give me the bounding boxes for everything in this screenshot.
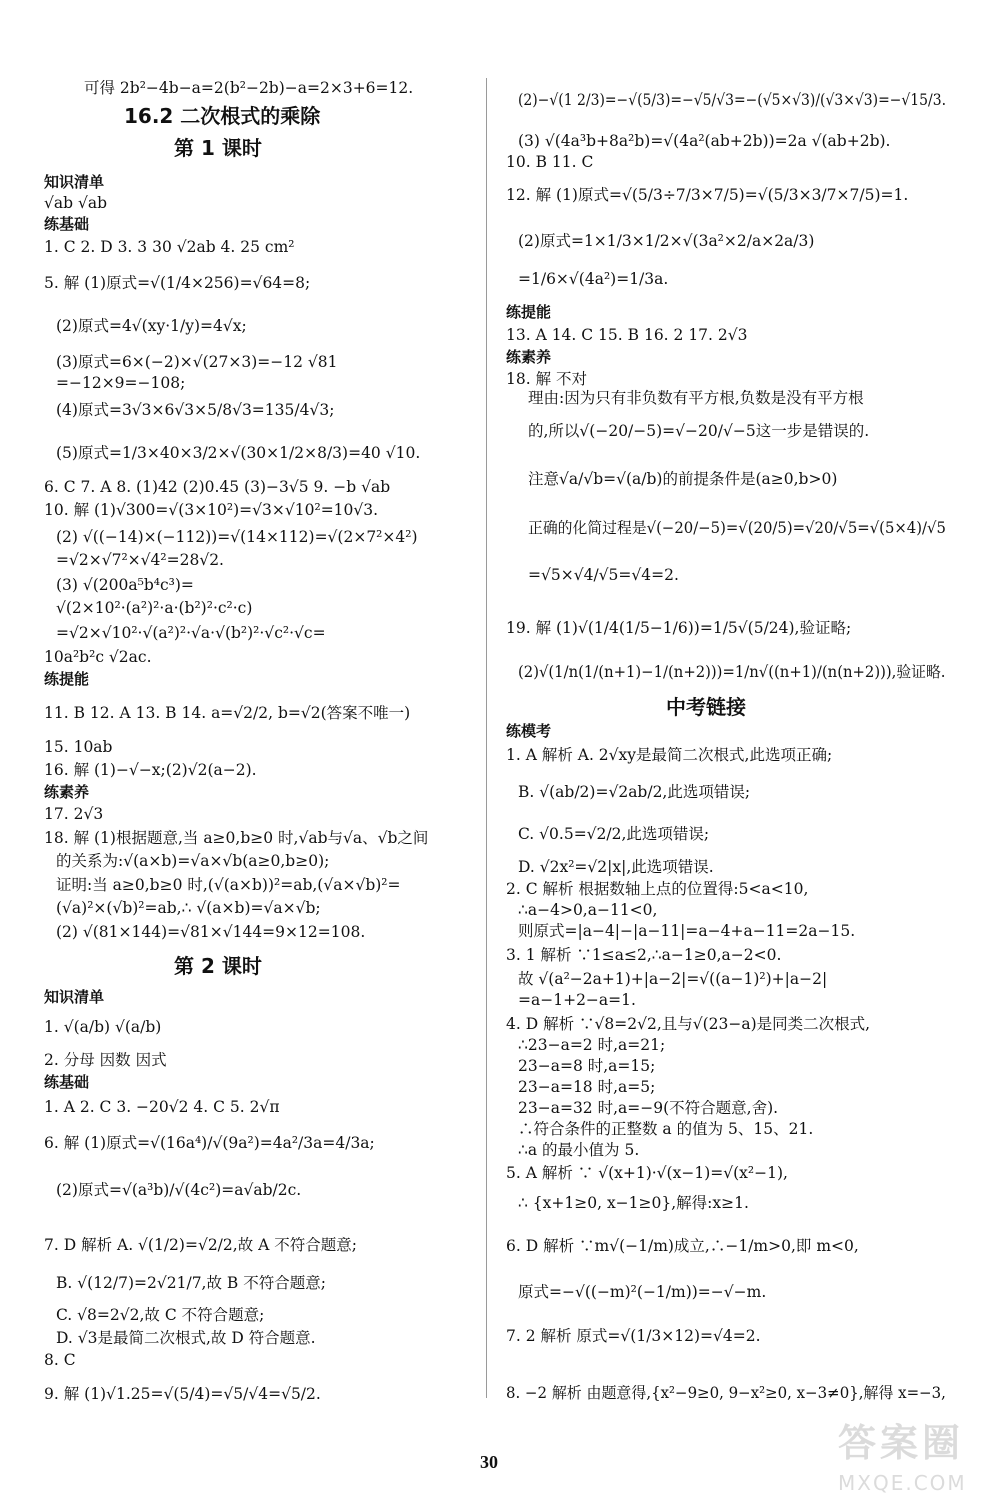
answer-line: 原式=−√((−m)²(−1/m))=−√−m. bbox=[518, 1283, 767, 1301]
section-heading: 练提能 bbox=[506, 303, 552, 321]
section-heading: 练素养 bbox=[44, 783, 90, 801]
watermark-logo bbox=[838, 1412, 988, 1502]
answer-line: (√a)²×(√b)²=ab,∴ √(a×b)=√a×√b; bbox=[56, 899, 321, 917]
answer-line: (2)√(1/n(1/(n+1)−1/(n+2)))=1/n√((n+1)/(n(n+2))),验证略. bbox=[518, 663, 946, 681]
watermark-bottom-text: MXQE.COM bbox=[838, 1471, 967, 1495]
watermark-top-text: 答案圈 bbox=[838, 1421, 965, 1465]
answer-line: 1. A 2. C 3. −20√2 4. C 5. 2√π bbox=[44, 1098, 280, 1116]
answer-line: 6. 解 (1)原式=√(16a⁴)/√(9a²)=4a²/3a=4/3a; bbox=[44, 1134, 375, 1152]
answer-line: (2) √(81×144)=√81×√144=9×12=108. bbox=[56, 923, 366, 941]
answer-line: 12. 解 (1)原式=√(5/3÷7/3×7/5)=√(5/3×3/7×7/5)=1. bbox=[506, 186, 909, 204]
answer-line: 3. 1 解析 ∵1≤a≤2,∴a−1≥0,a−2<0. bbox=[506, 946, 782, 964]
answer-line: 则原式=|a−4|−|a−11|=a−4+a−11=2a−15. bbox=[518, 922, 856, 940]
answer-line: =√5×√4/√5=√4=2. bbox=[528, 566, 679, 584]
answer-line: =1/6×√(4a²)=1/3a. bbox=[518, 270, 669, 288]
answer-line: 17. 2√3 bbox=[44, 805, 104, 823]
answer-line: 可得 2b²−4b−a=2(b²−2b)−a=2×3+6=12. bbox=[84, 79, 414, 97]
section-title: 第 2 课时 bbox=[174, 954, 262, 978]
answer-line: ∴23−a=2 时,a=21; bbox=[518, 1036, 666, 1054]
answer-line: (2) √((−14)×(−112))=√(14×112)=√(2×7²×4²) bbox=[56, 528, 418, 546]
answer-line: ∴符合条件的正整数 a 的值为 5、15、21. bbox=[518, 1120, 814, 1138]
answer-line: 18. 解 (1)根据题意,当 a≥0,b≥0 时,√ab与√a、√b之间 bbox=[44, 829, 429, 847]
answer-line: 13. A 14. C 15. B 16. 2 17. 2√3 bbox=[506, 326, 748, 344]
answer-line: (3) √(4a³b+8a²b)=√(4a²(ab+2b))=2a √(ab+2b). bbox=[518, 132, 891, 150]
section-title: 16.2 二次根式的乘除 bbox=[124, 104, 321, 128]
page-number: 30 bbox=[480, 1452, 498, 1472]
answer-line: 7. D 解析 A. √(1/2)=√2/2,故 A 不符合题意; bbox=[44, 1236, 357, 1254]
answer-line: 10a²b²c √2ac. bbox=[44, 648, 152, 666]
answer-line: 理由:因为只有非负数有平方根,负数是没有平方根 bbox=[528, 389, 864, 407]
answer-line: 8. C bbox=[44, 1351, 76, 1369]
answer-line: 8. −2 解析 由题意得,{x²−9≥0, 9−x²≥0, x−3≠0},解得 x=−3, bbox=[506, 1384, 946, 1402]
answer-line: 的,所以√(−20/−5)=√−20/√−5这一步是错误的. bbox=[528, 422, 870, 440]
section-title: 第 1 课时 bbox=[174, 136, 262, 160]
answer-line: B. √(ab/2)=√2ab/2,此选项错误; bbox=[518, 783, 751, 801]
answer-line: 2. C 解析 根据数轴上点的位置得:5<a<10, bbox=[506, 880, 809, 898]
answer-line: (4)原式=3√3×6√3×5/8√3=135/4√3; bbox=[56, 401, 335, 419]
answer-line: 6. D 解析 ∵m√(−1/m)成立,∴−1/m>0,即 m<0, bbox=[506, 1237, 859, 1255]
answer-line: (2)原式=√(a³b)/√(4c²)=a√ab/2c. bbox=[56, 1181, 302, 1199]
answer-line: C. √8=2√2,故 C 不符合题意; bbox=[56, 1306, 265, 1324]
answer-line: √ab √ab bbox=[44, 194, 108, 212]
answer-line: 23−a=8 时,a=15; bbox=[518, 1057, 656, 1075]
answer-line: 10. 解 (1)√300=√(3×10²)=√3×√10²=10√3. bbox=[44, 501, 379, 519]
answer-line: D. √3是最简二次根式,故 D 符合题意. bbox=[56, 1329, 316, 1347]
answer-line: (2)原式=4√(xy·1/y)=4√x; bbox=[56, 317, 247, 335]
answer-line: =√2×√10²·√(a²)²·√a·√(b²)²·√c²·√c= bbox=[56, 624, 326, 642]
answer-line: 1. C 2. D 3. 3 30 √2ab 4. 25 cm² bbox=[44, 238, 295, 256]
section-heading: 练基础 bbox=[44, 215, 90, 233]
answer-line: 2. 分母 因数 因式 bbox=[44, 1051, 167, 1069]
answer-line: (2)原式=1×1/3×1/2×√(3a²×2/a×2a/3) bbox=[518, 232, 815, 250]
answer-line: B. √(12/7)=2√21/7,故 B 不符合题意; bbox=[56, 1274, 326, 1292]
answer-line: 16. 解 (1)−√−x;(2)√2(a−2). bbox=[44, 761, 257, 779]
answer-line: 5. 解 (1)原式=√(1/4×256)=√64=8; bbox=[44, 274, 311, 292]
answer-line: 1. A 解析 A. 2√xy是最简二次根式,此选项正确; bbox=[506, 746, 833, 764]
answer-line: √(2×10²·(a²)²·a·(b²)²·c²·c) bbox=[56, 599, 253, 617]
answer-line: 4. D 解析 ∵√8=2√2,且与√(23−a)是同类二次根式, bbox=[506, 1015, 871, 1033]
answer-line: 18. 解 不对 bbox=[506, 370, 588, 388]
answer-line: =a−1+2−a=1. bbox=[518, 991, 636, 1009]
answer-line: ∴ {x+1≥0, x−1≥0},解得:x≥1. bbox=[518, 1194, 749, 1212]
answer-line: 19. 解 (1)√(1/4(1/5−1/6))=1/5√(5/24),验证略; bbox=[506, 619, 852, 637]
section-heading: 练模考 bbox=[506, 722, 552, 740]
answer-line: (3)原式=6×(−2)×√(27×3)=−12 √81 bbox=[56, 353, 338, 371]
answer-line: (2)−√(1 2/3)=−√(5/3)=−√5/√3=−(√5×√3)/(√3×√3)=−√15/3. bbox=[518, 91, 947, 109]
answer-line: 6. C 7. A 8. (1)42 (2)0.45 (3)−3√5 9. −b √ab bbox=[44, 478, 391, 496]
answer-line: 10. B 11. C bbox=[506, 153, 594, 171]
column-divider bbox=[486, 78, 487, 1398]
answer-line: 9. 解 (1)√1.25=√(5/4)=√5/√4=√5/2. bbox=[44, 1385, 321, 1403]
answer-line: ∴a 的最小值为 5. bbox=[518, 1141, 640, 1159]
answer-line: 证明:当 a≥0,b≥0 时,(√(a×b))²=ab,(√a×√b)²= bbox=[56, 876, 401, 894]
answer-line: ∴a−4>0,a−11<0, bbox=[518, 901, 658, 919]
answer-line: =√2×√7²×√4²=28√2. bbox=[56, 551, 224, 569]
answer-line: (3) √(200a⁵b⁴c³)= bbox=[56, 576, 194, 594]
answer-line: 23−a=18 时,a=5; bbox=[518, 1078, 656, 1096]
answer-line: 的关系为:√(a×b)=√a×√b(a≥0,b≥0); bbox=[56, 852, 330, 870]
answer-line: C. √0.5=√2/2,此选项错误; bbox=[518, 825, 710, 843]
answer-line: 7. 2 解析 原式=√(1/3×12)=√4=2. bbox=[506, 1327, 761, 1345]
section-heading: 练提能 bbox=[44, 670, 90, 688]
answer-line: 11. B 12. A 13. B 14. a=√2/2, b=√2(答案不唯一) bbox=[44, 704, 411, 722]
answer-line: 5. A 解析 ∵ √(x+1)·√(x−1)=√(x²−1), bbox=[506, 1164, 788, 1182]
answer-line: (5)原式=1/3×40×3/2×√(30×1/2×8/3)=40 √10. bbox=[56, 444, 421, 462]
answer-line: 故 √(a²−2a+1)+|a−2|=√((a−1)²)+|a−2| bbox=[518, 970, 828, 988]
answer-line: 正确的化简过程是√(−20/−5)=√(20/5)=√20/√5=√(5×4)/√5 bbox=[528, 519, 946, 537]
section-heading: 练基础 bbox=[44, 1073, 90, 1091]
answer-line: 15. 10ab bbox=[44, 738, 113, 756]
section-heading: 练素养 bbox=[506, 348, 552, 366]
section-title: 中考链接 bbox=[666, 695, 746, 719]
answer-line: =−12×9=−108; bbox=[56, 374, 186, 392]
answer-line: D. √2x²=√2|x|,此选项错误. bbox=[518, 858, 714, 876]
answer-line: 23−a=32 时,a=−9(不符合题意,舍). bbox=[518, 1099, 779, 1117]
section-heading: 知识清单 bbox=[44, 173, 105, 191]
section-heading: 知识清单 bbox=[44, 988, 105, 1006]
answer-line: 注意√a/√b=√(a/b)的前提条件是(a≥0,b>0) bbox=[528, 470, 838, 488]
answer-line: 1. √(a/b) √(a/b) bbox=[44, 1018, 162, 1036]
